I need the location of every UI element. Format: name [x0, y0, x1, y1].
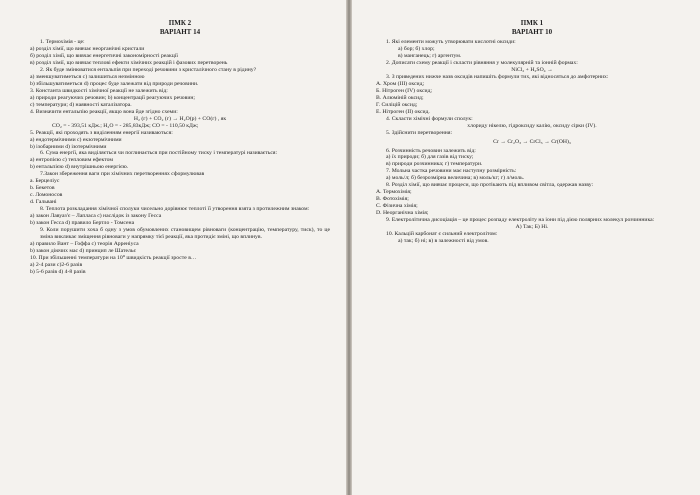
left-line: 4. Визначити ентальпію реакції, якщо вона йде згідно схеми:	[30, 108, 178, 115]
left-line: 8. Теплота розкладання хімічної сполуки чисельно дорівнює теплоті її утворення взята з протилежним знаком:	[40, 206, 310, 213]
right-line: 2. Дописати схему реакції і скласти рівняння у молекулярній та іонній формах:	[386, 60, 578, 67]
left-line: 2. Як буде змінюватися ентальпія при переході речовини з кристалічного стану в рідину?	[40, 67, 257, 74]
right-line: 7. Мольна частка речовини має наступну розмірність:	[386, 168, 517, 175]
left-line: a) природи реагуючих речовин; b) концентрації реагуючих речовин;	[30, 94, 196, 101]
right-line: 6. Розчинність речовин залежить від:	[386, 147, 476, 154]
left-header: ПМК 2	[168, 19, 192, 27]
right-line: в) природи розчинника; г) температури.	[386, 161, 483, 168]
right-header: ПМК 1	[520, 19, 544, 27]
right-line: А. Термохімія;	[376, 189, 412, 196]
right-line: B. Фотохімія;	[376, 196, 409, 203]
left-line: a) ентропією c) тепловим ефектом	[30, 157, 113, 164]
left-line: c. Ломоносов	[30, 192, 63, 199]
right-line: 5. Здійснити перетворення:	[386, 129, 453, 136]
right-line: 8. Розділ хімії, що вивчає процеси, що протікають під впливом світла, одержав назву:	[386, 182, 594, 189]
left-line: b. Бекетов	[30, 185, 55, 192]
left-line: 3. Константа швидкості хімічної реакції не залежить від:	[30, 87, 168, 94]
left-line: 1. Термохімія - це:	[40, 39, 85, 46]
right-line: Г. Силіцій оксид;	[376, 101, 418, 108]
right-line: D. Неорганічна хімія;	[376, 210, 429, 217]
left-page	[0, 0, 346, 495]
right-formula: Cr → Cr₂O₃ → CrCl₃ → Cr(OH)₃	[493, 138, 571, 145]
right-page	[352, 0, 700, 495]
left-line: б) розділ хімії, що вивчає енергетичні закономірності реакції	[30, 53, 178, 60]
right-line: в) манганець; г) аргентум.	[398, 53, 462, 60]
left-line: a. Берцеліус	[30, 178, 60, 185]
left-line: 10. При збільшенні температури на 10⁰ швидкість реакції зросте в…	[30, 254, 197, 261]
left-line: b) ізобарними d) ізотермічними	[30, 143, 107, 150]
left-line: 9. Коли порушити хоча б одну з умов обумовлених становищем рівноваги (концентрацію, температуру, тиск), то це зміна викликає зміщення рівноваги у напрямку тієї реакції, яка протидіє зміні, що вплинув.	[40, 226, 330, 240]
right-line: А) Так; Б) Ні.	[515, 224, 549, 230]
right-line: 1. Які елементи можуть утворювати кислотні оксиди:	[386, 39, 516, 46]
left-line: 5. Реакції, які проходять з виділенням енергії називаються:	[30, 129, 173, 136]
right-line: Б. Нітроген (IV) оксид;	[376, 87, 433, 94]
right-line: а) моль/л; б) безрозмірна величина; в) моль/кг; г) л/моль.	[386, 175, 525, 182]
right-line: хлориду нікелю, гідроксиду калію, оксиду сірки (IV).	[467, 122, 597, 129]
left-line: b) 5-6 разів d) 4-8 разів	[30, 268, 86, 275]
left-page-content	[30, 20, 330, 276]
left-line: a) зменшуватиметься c) залишиться незмінною	[30, 73, 145, 80]
left-variant: ВАРІАНТ 14	[159, 27, 201, 36]
left-line: a) правило Вант – Гоффа c) теорія Арреніуса	[30, 240, 139, 247]
left-line: 6. Сума енергії, яка виділяється чи поглинається при постійному тиску і температурі називається:	[40, 150, 278, 157]
right-line: C. Фізична хімія;	[376, 203, 418, 210]
right-variant: ВАРІАНТ 10	[511, 27, 553, 36]
right-formula: NiCl₂ + H₂SO₄ →	[511, 67, 553, 74]
left-line: b) ентальпією d) внутрішньою енергією.	[30, 164, 129, 171]
right-line: А. Хром (ІІІ) оксид;	[376, 80, 425, 87]
left-line: a) закон Лавуаз'є – Лапласа c) наслідок із закону Гесса	[30, 213, 162, 220]
right-line: В. Алюміній оксид;	[376, 94, 424, 101]
right-line: 10. Кальцій карбонат є сильний електролітом:	[386, 230, 498, 237]
right-line: а) так; б) ні; в) в залежності від умов.	[398, 237, 489, 244]
left-line: в) розділ хімії, що вивчає теплові ефекти хімічних реакцій і фазових перетворень	[30, 60, 228, 67]
left-line: d. Гальвані	[30, 199, 57, 206]
left-line: a) ендотермічними c) екзотермічними	[30, 136, 122, 143]
right-line: 9. Електролітична дисоціація – це процес розпаду електроліту на іони під дією полярних молекул розчинника:	[386, 217, 655, 224]
left-formula: CO₂ = - 393,51 кДж.; H₂O = - 285,83кДж; CO = - 110,50 кДж;	[52, 122, 199, 129]
right-page-content	[376, 20, 688, 245]
right-line: а) їх природи; б) для газів від тиску;	[386, 154, 474, 161]
left-line: а) розділ хімії, що вивчає неорганічні кристали	[30, 46, 145, 53]
left-line: b) закон діючих мас d) принцип ле Шательє	[30, 247, 136, 254]
right-line: 3. З приведених нижче назв оксидів напишіть формули тих, які відносяться до амфотерних:	[386, 73, 609, 80]
left-line: c) температури; d) наявності каталізатора.	[30, 101, 132, 108]
left-formula: H₂ (г) + CO₂ (г) → H₂O(р) + CO(г) , як	[133, 115, 227, 122]
left-line: 7.Закон збереження ваги при хімічних перетвореннях сформулював	[40, 171, 205, 178]
left-line: b) збільшуватиметься d) процес буде залежати від природи речовини.	[30, 80, 199, 87]
left-line: a) 2-4 рази c)2-6 разів	[30, 261, 83, 268]
left-line: b) закон Гесса d) правило Бертло - Томсена	[30, 220, 135, 226]
right-line: Е. Нітроген (ІІ) оксид.	[376, 108, 430, 115]
right-line: а) бор; б) хлор;	[398, 46, 435, 53]
right-line: 4. Скласти хімічні формули сполук:	[386, 115, 473, 122]
